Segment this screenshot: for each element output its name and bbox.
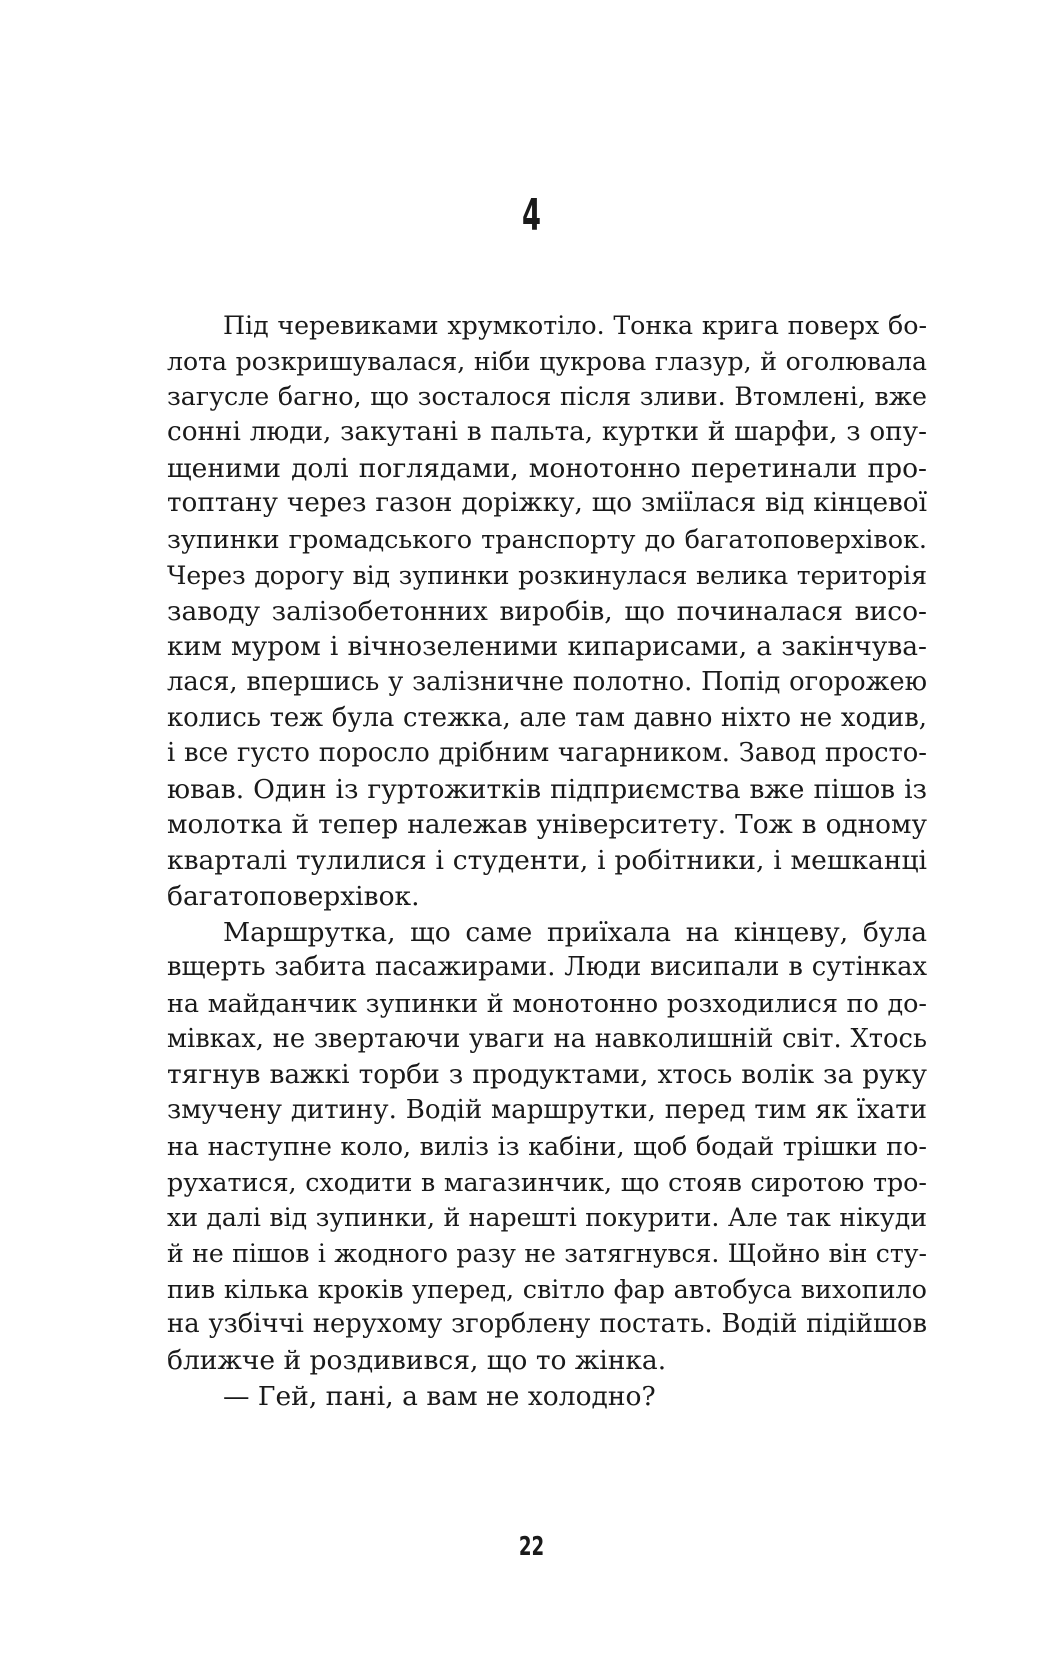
text-line: ював. Один із гуртожитків підприємства вже пішов із — [167, 773, 927, 805]
body-text — [167, 308, 927, 1414]
text-line: вщерть забита пасажирами. Люди висипали в сутінках — [167, 952, 927, 983]
text-line: лота розкришувалася, ніби цукрова глазур, й оголювала — [167, 346, 927, 376]
text-line: колись теж була стежка, але там давно ніхто не ходив, — [167, 702, 927, 733]
text-line: кварталі тулилися і студенти, і робітники, і мешканці — [167, 845, 927, 877]
text-line: на майданчик зупинки й монотонно розходилися по до- — [167, 988, 927, 1019]
text-line: заводу залізобетонних виробів, що починалася висо- — [167, 595, 927, 627]
text-line: ближче й роздивився, що то жінка. — [167, 1344, 667, 1376]
text-line: сонні люди, закутані в пальта, куртки й шарфи, з опу- — [167, 417, 927, 448]
page-number: 22 — [518, 1532, 545, 1562]
text-line: топтану через газон доріжку, що зміїлася від кінцевої — [167, 488, 927, 519]
text-line: хи далі від зупинки, й нарешті покурити. Але так нікуди — [167, 1203, 927, 1233]
text-line: лася, впершись у залізничне полотно. Попід огорожею — [167, 666, 927, 697]
text-line: зупинки громадського транспорту до багатоповерхівок. — [167, 524, 927, 555]
text-line: тягнув важкі торби з продуктами, хтось волік за руку — [167, 1059, 927, 1091]
text-line: пив кілька кроків уперед, світло фар автобуса вихопило — [167, 1273, 927, 1304]
text-line: щеними долі поглядами, монотонно перетинали про- — [167, 452, 927, 484]
text-line: й не пішов і жодного разу не затягнувся. Щойно він сту- — [167, 1238, 927, 1268]
text-line: загусле багно, що зосталося після зливи. Втомлені, вже — [167, 382, 927, 412]
chapter-number: 4 — [522, 190, 541, 241]
text-line: Через дорогу від зупинки розкинулася велика територія — [167, 560, 927, 590]
text-line: ким муром і вічнозеленими кипарисами, а закінчува- — [167, 631, 927, 663]
text-line: рухатися, сходити в магазинчик, що стояв сиротою тро- — [167, 1166, 927, 1197]
text-line: і все густо поросло дрібним чагарником. Завод просто- — [167, 738, 927, 769]
text-line: Під черевиками хрумкотіло. Тонка крига поверх бо- — [223, 311, 927, 340]
text-line: Маршрутка, що саме приїхала на кінцеву, була — [223, 916, 927, 948]
text-line: на узбіччі нерухому згорблену постать. Водій підійшов — [167, 1309, 927, 1340]
text-line: мівках, не звертаючи уваги на навколишній світ. Хтось — [167, 1023, 927, 1054]
text-line: молотка й тепер належав університету. Тож в одному — [167, 809, 927, 840]
text-line: змучену дитину. Водій маршрутки, перед тим як їхати — [167, 1095, 927, 1126]
dialogue-line: — Гей, пані, а вам не холодно? — [223, 1380, 656, 1412]
text-line: багатоповерхівок. — [167, 881, 420, 912]
text-line: на наступне коло, виліз із кабіни, щоб бодай трішки по- — [167, 1130, 927, 1161]
